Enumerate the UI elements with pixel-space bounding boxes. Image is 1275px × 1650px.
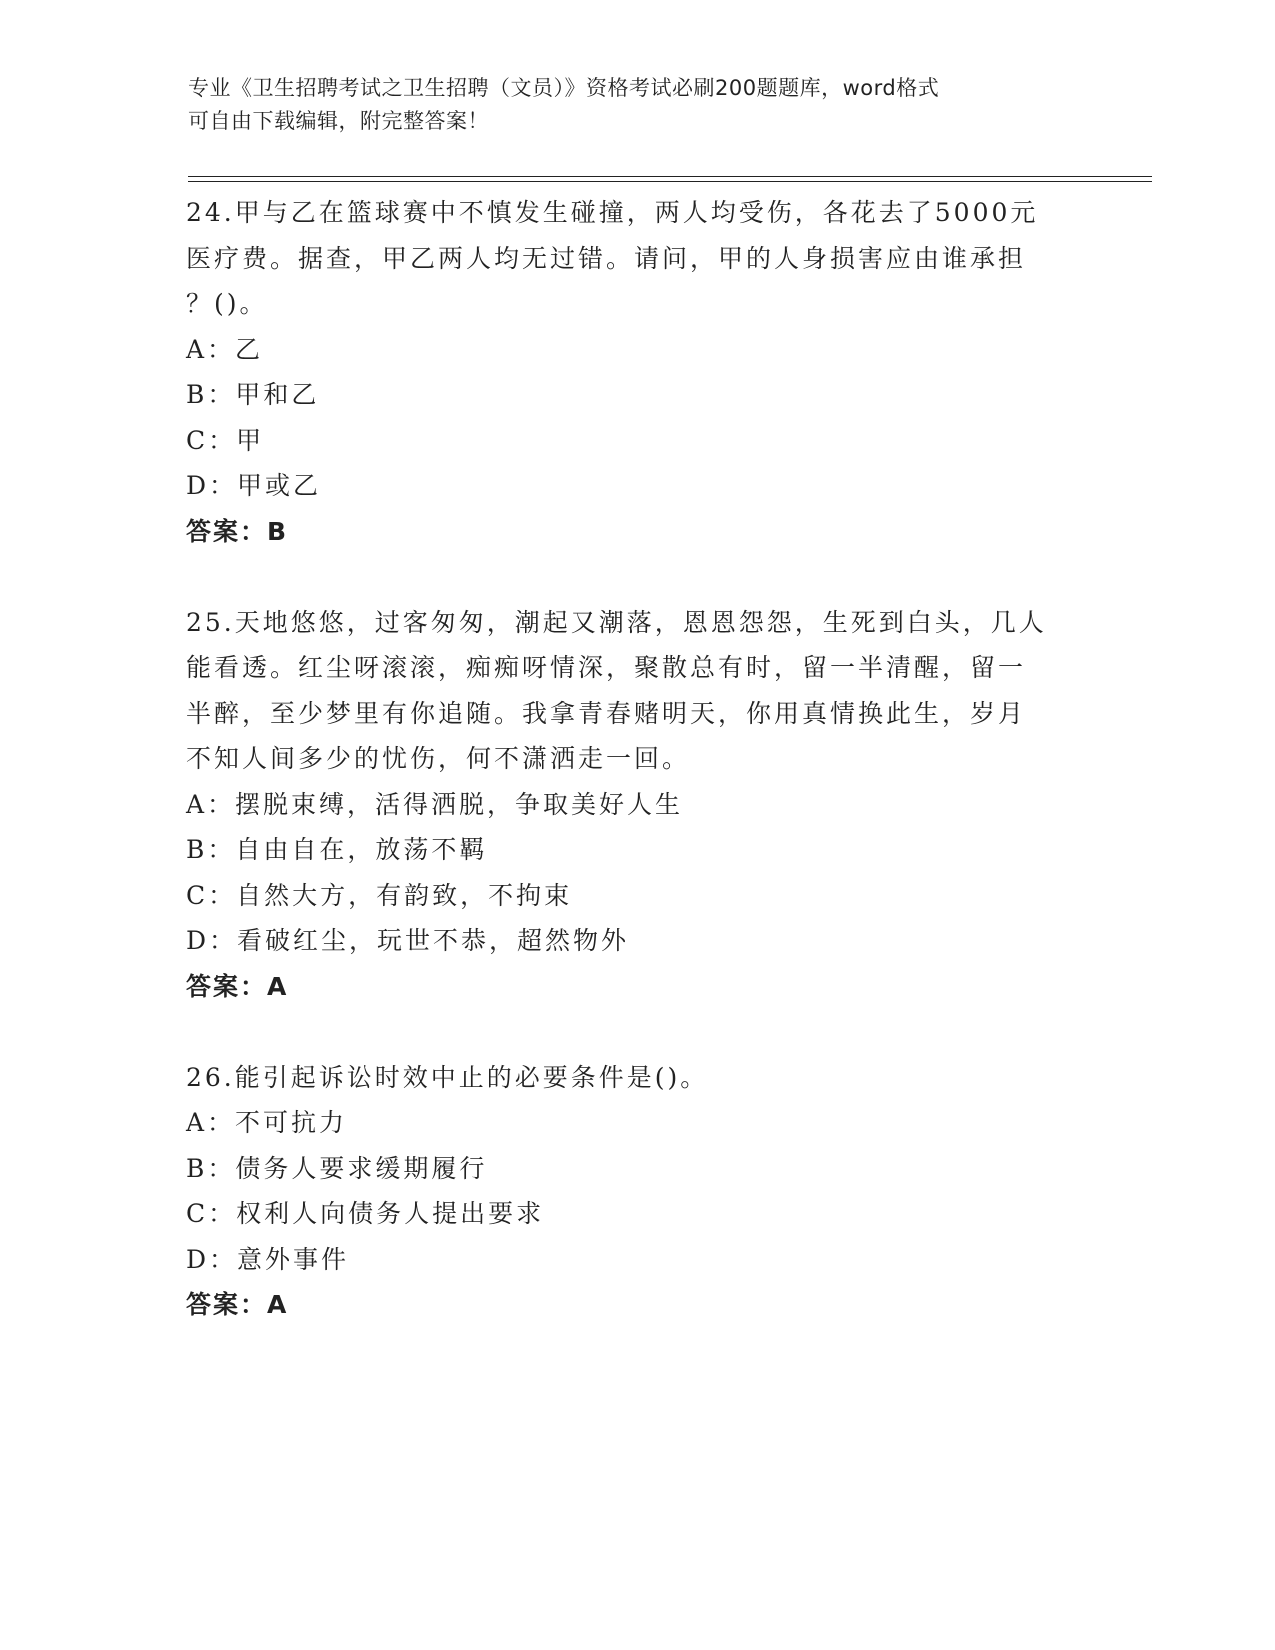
question-text-line: 26.能引起诉讼时效中止的必要条件是()。	[186, 1062, 709, 1092]
question-text-line: 医疗费。据查，甲乙两人均无过错。请问，甲的人身损害应由谁承担	[186, 243, 1027, 273]
option-c: C：甲	[186, 425, 265, 455]
option-b: B：自由自在，放荡不羁	[186, 835, 488, 864]
question-26	[186, 1055, 1086, 1328]
answer-label: 答案：A	[186, 1290, 289, 1319]
option-a: A：不可抗力	[186, 1108, 348, 1137]
question-text-line: 25.天地悠悠，过客匆匆，潮起又潮落，恩恩怨怨，生死到白头，几人	[186, 607, 1047, 637]
option-c: C：权利人向债务人提出要求	[186, 1199, 545, 1228]
option-b: B：债务人要求缓期履行	[186, 1153, 488, 1183]
header-line-1: 专业《卫生招聘考试之卫生招聘（文员）》资格考试必刷200题题库，word格式	[188, 76, 940, 100]
question-text-line: ？()。	[186, 289, 268, 318]
header-line-2: 可自由下载编辑，附完整答案！	[188, 109, 489, 133]
question-text-line: 半醉，至少梦里有你追随。我拿青春赌明天，你用真情换此生，岁月	[186, 698, 1027, 728]
question-text-line: 能看透。红尘呀滚滚，痴痴呀情深，聚散总有时，留一半清醒，留一	[186, 653, 1027, 682]
question-24	[186, 190, 1086, 554]
answer-label: 答案：A	[186, 971, 289, 1001]
option-b: B：甲和乙	[186, 380, 320, 409]
document-header	[188, 72, 1088, 138]
question-text-line: 不知人间多少的忧伤，何不潇洒走一回。	[186, 744, 691, 773]
option-a: A：乙	[186, 334, 264, 364]
question-spacer	[186, 554, 1086, 600]
option-c: C：自然大方，有韵致，不拘束	[186, 880, 573, 910]
option-d: D：意外事件	[186, 1244, 350, 1274]
question-text-line: 24.甲与乙在篮球赛中不慎发生碰撞，两人均受伤，各花去了5000元	[186, 198, 1039, 227]
answer-label: 答案：B	[186, 516, 289, 546]
question-list	[186, 190, 1086, 1328]
question-spacer	[186, 1009, 1086, 1055]
option-d: D：看破红尘，玩世不恭，超然物外	[186, 926, 630, 955]
header-rule-bottom	[188, 181, 1152, 182]
header-rule-top	[188, 176, 1152, 177]
option-a: A：摆脱束缚，活得洒脱，争取美好人生	[186, 789, 684, 819]
option-d: D：甲或乙	[186, 471, 322, 500]
question-25	[186, 600, 1086, 1010]
